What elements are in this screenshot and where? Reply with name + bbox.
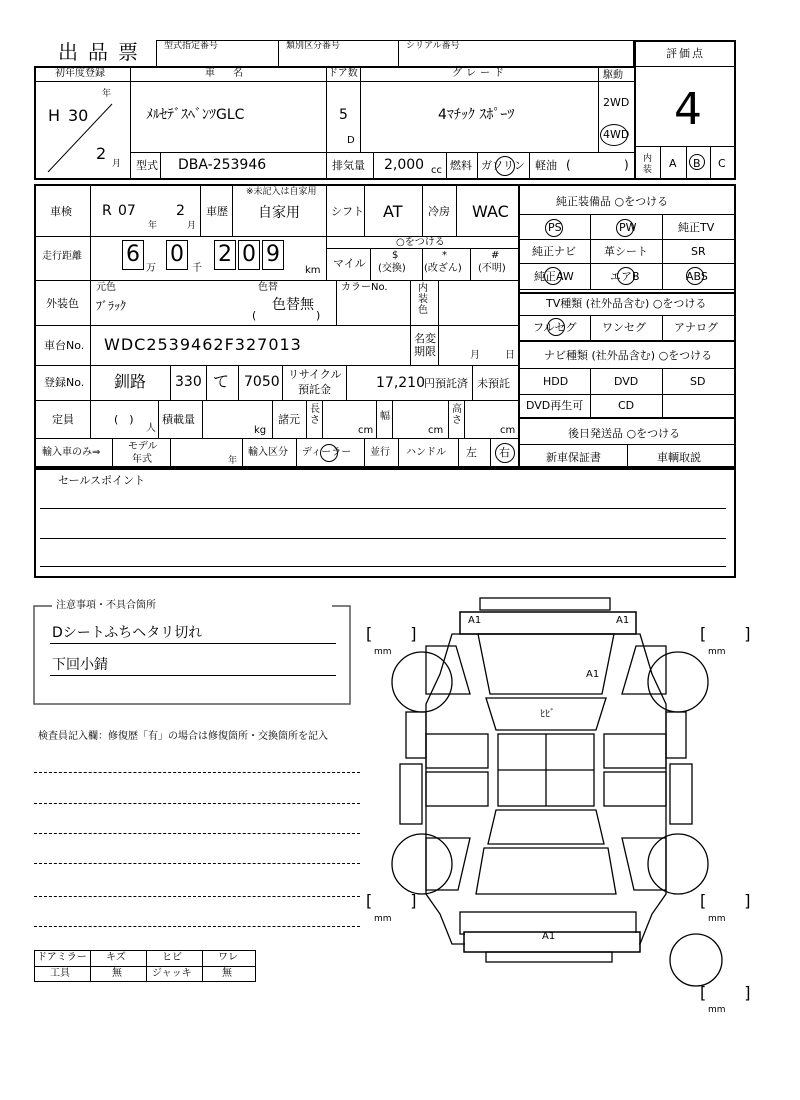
mileage-digit-4: 0 — [238, 240, 260, 270]
opt-abs: ABS — [686, 270, 708, 283]
right-front-door — [604, 734, 666, 768]
name-change-label: 名変期限 — [414, 332, 436, 358]
tv-oneseg: ワンセグ — [602, 321, 646, 334]
car-condition-diagram — [360, 594, 740, 1024]
reg-class: 330 — [175, 374, 202, 390]
name-change-day: 日 — [505, 350, 515, 361]
shift-value: AT — [383, 202, 403, 221]
left-front-wheel — [392, 652, 452, 712]
left-front-fender — [426, 646, 470, 694]
mileage-exchange: (交換) — [378, 263, 406, 274]
id-number-box — [156, 40, 634, 68]
inspector-label: 検査員記入欄：修復歴「有」の場合は修復箇所・交換箇所を記入 — [38, 731, 328, 742]
fuel-paren-open: ( — [566, 158, 571, 172]
ship-header: 後日発送品 ○をつける — [568, 427, 681, 440]
right-front-fender — [622, 646, 666, 694]
capacity-paren: ( ) — [114, 413, 134, 426]
notes-label: 注意事項・不具合箇所 — [56, 600, 156, 611]
mileage-unit: km — [305, 265, 321, 276]
shift-label: シフト — [331, 205, 364, 218]
notes-bracket — [32, 604, 354, 708]
model-cert-label: 型式指定番号 — [164, 41, 219, 51]
rear-window — [488, 810, 604, 844]
displacement-unit: cc — [431, 165, 442, 176]
opt-leather: 革シート — [604, 245, 648, 258]
mm-spare: mm — [708, 1005, 726, 1015]
first-reg-month-unit: 月 — [112, 159, 122, 169]
reg-no-label: 登録No. — [44, 376, 85, 389]
first-reg-year: 30 — [68, 106, 89, 125]
recycle-unpaid: 未預託 — [477, 377, 510, 390]
first-reg-slash — [44, 100, 120, 176]
grade-value: 4ﾏﾁｯｸ ｽﾎﾟｰﾂ — [438, 107, 515, 123]
mileage-opts-header: ○をつける — [396, 237, 445, 248]
mileage-sen: 千 — [192, 263, 202, 274]
legend-tools-none: 無 — [112, 968, 122, 979]
mileage-digit-3: 2 — [214, 240, 236, 270]
load-unit: kg — [254, 425, 267, 436]
length-label: 長さ — [310, 404, 320, 426]
drive-4wd-circle — [600, 124, 628, 146]
opt-ps: PS — [548, 221, 562, 234]
right-rear-door — [604, 772, 666, 806]
first-reg-year-unit: 年 — [102, 89, 112, 99]
import-dealer-circle — [320, 444, 338, 462]
right-rear-fender — [622, 838, 666, 890]
legend-scratch: キズ — [106, 952, 126, 963]
grade-label: グレード — [452, 68, 508, 79]
legend-mirror: ドアミラー — [37, 952, 87, 963]
history-label: 車歴 — [206, 205, 228, 218]
opt-sr: SR — [691, 245, 706, 258]
color-no-label: カラーNo. — [341, 282, 388, 293]
front-bumper-top — [480, 598, 610, 610]
tv-fullseg-circle — [547, 318, 565, 336]
mileage-unknown-sym: # — [491, 250, 500, 261]
reg-region: 釧路 — [114, 372, 147, 391]
recycle-unit: 円預託済 — [424, 377, 468, 390]
orig-color-label: 元色 — [96, 282, 116, 293]
orig-color-value: ﾌﾞﾗｯｸ — [96, 299, 127, 313]
import-label: 輸入車のみ⇒ — [42, 447, 101, 458]
import-parallel: 並行 — [370, 447, 390, 458]
rear-bumper-lower — [486, 952, 612, 962]
right-rear-wheel — [648, 834, 708, 894]
left-step — [400, 764, 422, 824]
height-unit: cm — [500, 425, 516, 436]
model-year-label-2: 年式 — [132, 454, 152, 465]
handle-right-circle — [495, 443, 515, 463]
interior-c: C — [718, 157, 726, 170]
repaint-label: 色替 — [258, 282, 278, 293]
opt-pw: PW — [619, 221, 637, 234]
legend-tools: 工具 — [50, 968, 70, 979]
mileage-unknown: (不明) — [478, 263, 506, 274]
opt-navi: 純正ナビ — [532, 245, 576, 258]
opt-abs-circle — [686, 267, 704, 285]
size-label: 諸元 — [278, 413, 300, 426]
right-front-wheel — [648, 652, 708, 712]
import-category-label: 輸入区分 — [248, 447, 288, 458]
interior-b-circle — [689, 154, 705, 170]
first-reg-label: 初年度登録 — [55, 68, 105, 79]
aircon-label: 冷房 — [428, 205, 450, 218]
recycle-label-2: 預託金 — [298, 383, 331, 396]
recycle-value: 17,210 — [376, 375, 425, 391]
handle-right: 右 — [499, 446, 510, 459]
bracket-spare: [ ] — [700, 983, 753, 1002]
handle-label: ハンドル — [406, 447, 446, 458]
color-label: 外装色 — [46, 297, 79, 310]
right-step — [670, 764, 692, 824]
mileage-tamper-sym: * — [442, 250, 447, 261]
inspection-month: 2 — [176, 203, 185, 219]
mileage-digit-1: 6 — [122, 240, 144, 270]
repaint-paren-open: ( — [252, 309, 257, 322]
damage-rear-bumper: A1 — [542, 931, 556, 942]
mileage-tamper: (改ざん) — [424, 263, 462, 274]
form-title: 出品票 — [58, 40, 148, 64]
width-label: 幅 — [380, 411, 390, 422]
mileage-label: 走行距離 — [42, 251, 82, 262]
mileage-mile: マイル — [333, 257, 366, 270]
opt-pw-circle — [616, 219, 634, 237]
mileage-digit-2: 0 — [166, 240, 188, 270]
opt-airbag-circle — [617, 267, 635, 285]
legend-break: ワレ — [218, 952, 238, 963]
left-rear-door — [426, 772, 488, 806]
length-unit: cm — [358, 425, 374, 436]
car-name-label: 車 名 — [205, 68, 247, 79]
mileage-exchange-sym: $ — [392, 250, 399, 261]
mileage-digit-5: 9 — [262, 240, 284, 270]
fuel-paren-close: ) — [624, 158, 629, 172]
damage-hood: A1 — [586, 669, 600, 680]
inspection-month-unit: 月 — [187, 221, 197, 231]
legend-jack: ジャッキ — [152, 968, 192, 979]
mm-tl: mm — [374, 647, 392, 657]
left-rear-wheel — [392, 834, 452, 894]
note-line-1: Dシートふちヘタリ切れ — [52, 625, 203, 641]
drive-2wd: 2WD — [603, 96, 630, 109]
sales-point-label: セールスポイント — [58, 474, 146, 487]
interior-color-label: 内装色 — [418, 283, 428, 316]
import-dealer: ディーラー — [302, 447, 352, 458]
tv-analog: アナログ — [674, 321, 718, 334]
damage-windshield: ﾋﾋﾞ — [540, 709, 555, 720]
model-type-value: DBA-253946 — [178, 157, 267, 173]
drive-label: 駆動 — [603, 70, 623, 81]
tv-header: TV種類 (社外品含む) ○をつける — [546, 297, 707, 310]
first-reg-era: H — [48, 106, 61, 125]
opt-aw: 純正AW — [534, 270, 574, 283]
inspection-year: 07 — [118, 203, 136, 219]
note-line-2: 下回小錆 — [52, 657, 108, 673]
navi-header: ナビ種類 (社外品含む) ○をつける — [544, 349, 713, 362]
bracket-bl: [ ] — [366, 891, 419, 910]
height-label: 高さ — [452, 404, 462, 426]
aircon-value: WAC — [472, 202, 509, 221]
width-unit: cm — [428, 425, 444, 436]
fuel-label: 燃料 — [450, 159, 472, 172]
inspection-label: 車検 — [50, 205, 72, 218]
navi-cd: CD — [618, 399, 635, 412]
history-value: 自家用 — [258, 205, 300, 221]
damage-front-bumper-right: A1 — [616, 615, 630, 626]
opt-ps-circle — [545, 219, 563, 237]
drive-4wd: 4WD — [603, 128, 630, 141]
opt-airbag: エアB — [610, 270, 640, 283]
inspection-era: R — [102, 203, 112, 219]
hood — [478, 634, 614, 694]
score-value: 4 — [674, 84, 702, 135]
mm-bl: mm — [374, 914, 392, 924]
interior-grade-label: 内装 — [643, 154, 653, 175]
load-label: 積載量 — [162, 413, 195, 426]
repaint-paren-close: ) — [316, 309, 321, 322]
opt-tv: 純正TV — [678, 221, 715, 234]
displacement-label: 排気量 — [332, 159, 365, 172]
damage-front-bumper-left: A1 — [468, 615, 482, 626]
ship-manual: 車輌取説 — [657, 451, 701, 464]
navi-dvd-playback: DVD再生可 — [526, 399, 584, 412]
mileage-man: 万 — [146, 263, 156, 274]
car-name-value: ﾒﾙｾﾃﾞｽﾍﾞﾝﾂGLC — [146, 107, 245, 123]
recycle-label-1: リサイクル — [288, 368, 342, 381]
handle-left: 左 — [466, 446, 477, 459]
interior-b: B — [693, 157, 701, 170]
fuel-diesel: 軽油 — [535, 159, 557, 172]
serial-label: シリアル番号 — [406, 41, 460, 51]
capacity-unit: 人 — [146, 423, 156, 434]
fuel-gasoline-circle — [495, 156, 515, 176]
first-reg-month: 2 — [96, 144, 107, 163]
category-label: 類別区分番号 — [286, 41, 341, 51]
left-mirror-area — [406, 712, 426, 758]
doors-label: ドア数 — [328, 68, 358, 79]
fuel-gasoline: ガソリン — [481, 159, 525, 172]
interior-a: A — [669, 157, 677, 170]
mm-tr: mm — [708, 647, 726, 657]
doors-value: 5 — [339, 107, 348, 123]
spare-wheel — [670, 934, 722, 986]
chassis-value: WDC2539462F327013 — [104, 335, 302, 354]
tailgate — [476, 848, 616, 894]
reg-kana: て — [213, 372, 230, 391]
left-rear-fender — [426, 838, 470, 890]
chassis-label: 車台No. — [44, 339, 85, 352]
repaint-value: 色替無 — [272, 297, 314, 313]
legend-crack: ヒビ — [162, 952, 182, 963]
left-front-door — [426, 734, 488, 768]
score-label: 評価点 — [666, 47, 705, 60]
genuine-header: 純正装備品 ○をつける — [556, 195, 669, 208]
bracket-br: [ ] — [700, 891, 753, 910]
navi-dvd: DVD — [614, 375, 639, 388]
name-change-month: 月 — [470, 350, 480, 361]
model-year-label-1: モデル — [128, 441, 158, 452]
right-mirror-area — [666, 712, 686, 758]
tv-fullseg: フルセグ — [533, 321, 577, 334]
doors-suffix: D — [347, 135, 355, 146]
reg-number: 7050 — [244, 374, 280, 390]
navi-sd: SD — [690, 375, 706, 388]
ship-warranty: 新車保証書 — [546, 451, 601, 464]
legend-jack-none: 無 — [222, 968, 232, 979]
capacity-label: 定員 — [52, 413, 74, 426]
history-note: ※未記入は自家用 — [246, 187, 317, 197]
navi-hdd: HDD — [543, 375, 569, 388]
inspection-year-unit: 年 — [148, 221, 158, 231]
displacement-value: 2,000 — [384, 157, 425, 173]
opt-aw-circle — [544, 267, 562, 285]
bracket-tr: [ ] — [700, 624, 753, 643]
model-year-unit: 年 — [228, 456, 238, 466]
bracket-tl: [ ] — [366, 624, 419, 643]
mm-br: mm — [708, 914, 726, 924]
model-type-label: 型式 — [136, 159, 158, 172]
